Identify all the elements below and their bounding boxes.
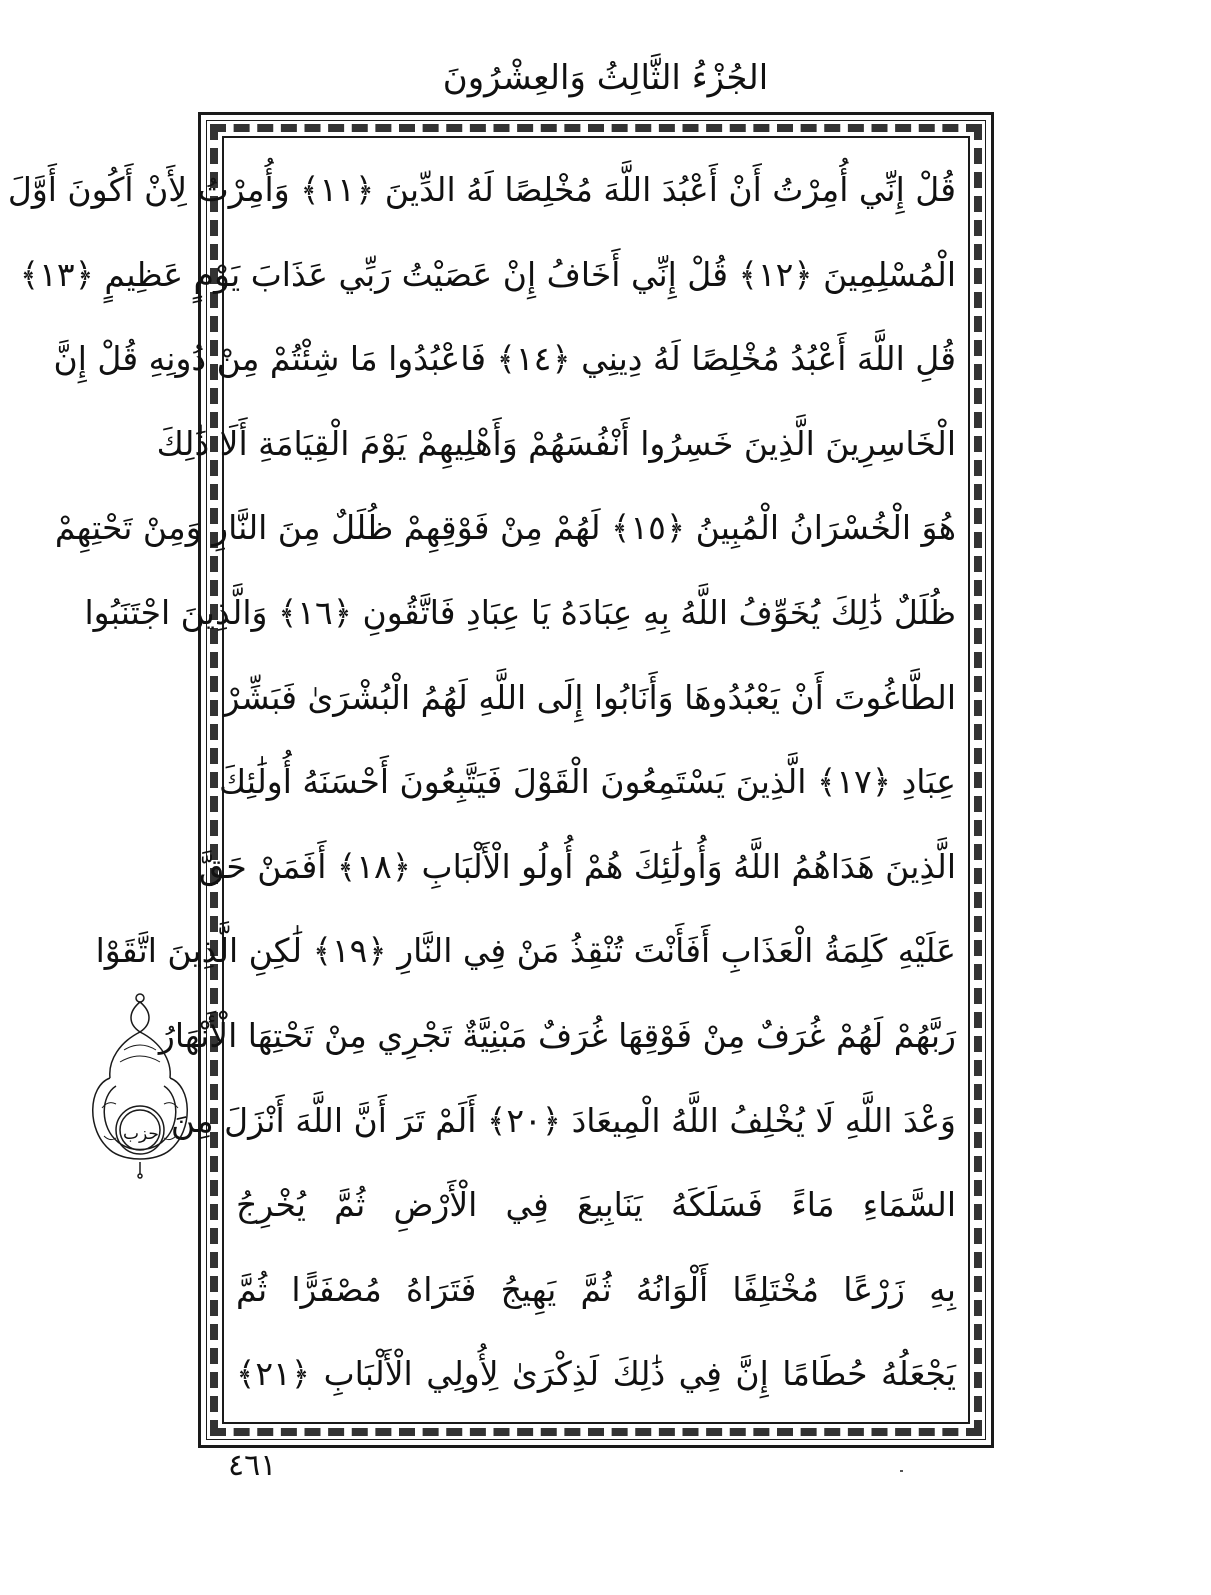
juz-title: الجُزْءُ الثَّالِثُ وَالعِشْرُونَ <box>442 58 769 98</box>
text-line: عَلَيْهِ كَلِمَةُ الْعَذَابِ أَفَأَنْتَ تُنْقِذُ مَنْ فِي النَّارِ ﴿١٩﴾ لَٰكِنِ الَّذِينَ اتَّقَوْا <box>95 931 956 971</box>
text-line: السَّمَاءِ مَاءً فَسَلَكَهُ يَنَابِيعَ فِي الْأَرْضِ ثُمَّ يُخْرِجُ <box>236 1185 956 1225</box>
text-line: الطَّاغُوتَ أَنْ يَعْبُدُوهَا وَأَنَابُوا إِلَى اللَّهِ لَهُمُ الْبُشْرَىٰ فَبَشِّرْ <box>223 677 956 717</box>
text-line: الَّذِينَ هَدَاهُمُ اللَّهُ وَأُولَٰئِكَ هُمْ أُولُو الْأَلْبَابِ ﴿١٨﴾ أَفَمَنْ حَقَّ <box>198 846 956 886</box>
text-line: ظُلَلٌ ذَٰلِكَ يُخَوِّفُ اللَّهُ بِهِ عِبَادَهُ يَا عِبَادِ فَاتَّقُونِ ﴿١٦﴾ وَالَّذِينَ اجْتَنَبُوا <box>84 592 956 632</box>
print-speck <box>900 1470 903 1472</box>
text-line: الْمُسْلِمِينَ ﴿١٢﴾ قُلْ إِنِّي أَخَافُ إِنْ عَصَيْتُ رَبِّي عَذَابَ يَوْمٍ عَظِيمٍ ﴿١٣﴾ <box>19 254 956 294</box>
text-line: هُوَ الْخُسْرَانُ الْمُبِينُ ﴿١٥﴾ لَهُمْ مِنْ فَوْقِهِمْ ظُلَلٌ مِنَ النَّارِ وَمِنْ تَحْتِهِمْ <box>54 508 956 548</box>
page-number: ٤٦١ <box>228 1448 277 1483</box>
text-line: وَعْدَ اللَّهِ لَا يُخْلِفُ اللَّهُ الْمِيعَادَ ﴿٢٠﴾ أَلَمْ تَرَ أَنَّ اللَّهَ أَنْزَلَ مِنَ <box>170 1100 956 1140</box>
text-line: الْخَاسِرِينَ الَّذِينَ خَسِرُوا أَنْفُسَهُمْ وَأَهْلِيهِمْ يَوْمَ الْقِيَامَةِ أَلَا ذَٰلِكَ <box>156 423 956 463</box>
text-line: رَبَّهُمْ لَهُمْ غُرَفٌ مِنْ فَوْقِهَا غُرَفٌ مَبْنِيَّةٌ تَجْرِي مِنْ تَحْتِهَا الْأَنْهَارُ <box>158 1015 956 1055</box>
text-line: عِبَادِ ﴿١٧﴾ الَّذِينَ يَسْتَمِعُونَ الْقَوْلَ فَيَتَّبِعُونَ أَحْسَنَهُ أُولَٰئِكَ <box>218 762 956 802</box>
text-line: بِهِ زَرْعًا مُخْتَلِفًا أَلْوَانُهُ ثُمَّ يَهِيجُ فَتَرَاهُ مُصْفَرًّا ثُمَّ <box>236 1269 956 1309</box>
text-line: قُلِ اللَّهَ أَعْبُدُ مُخْلِصًا لَهُ دِينِي ﴿١٤﴾ فَاعْبُدُوا مَا شِئْتُمْ مِنْ دُونِهِ قُلْ إِنَّ <box>53 339 956 379</box>
text-line: قُلْ إِنِّي أُمِرْتُ أَنْ أَعْبُدَ اللَّهَ مُخْلِصًا لَهُ الدِّينَ ﴿١١﴾ وَأُمِرْتُ لِأَنْ أَكُونَ أَوَّلَ <box>7 170 956 209</box>
text-line: يَجْعَلُهُ حُطَامًا إِنَّ فِي ذَٰلِكَ لَذِكْرَىٰ لِأُولِي الْأَلْبَابِ ﴿٢١﴾ <box>236 1354 956 1394</box>
hizb-label: حزب <box>123 1124 159 1144</box>
